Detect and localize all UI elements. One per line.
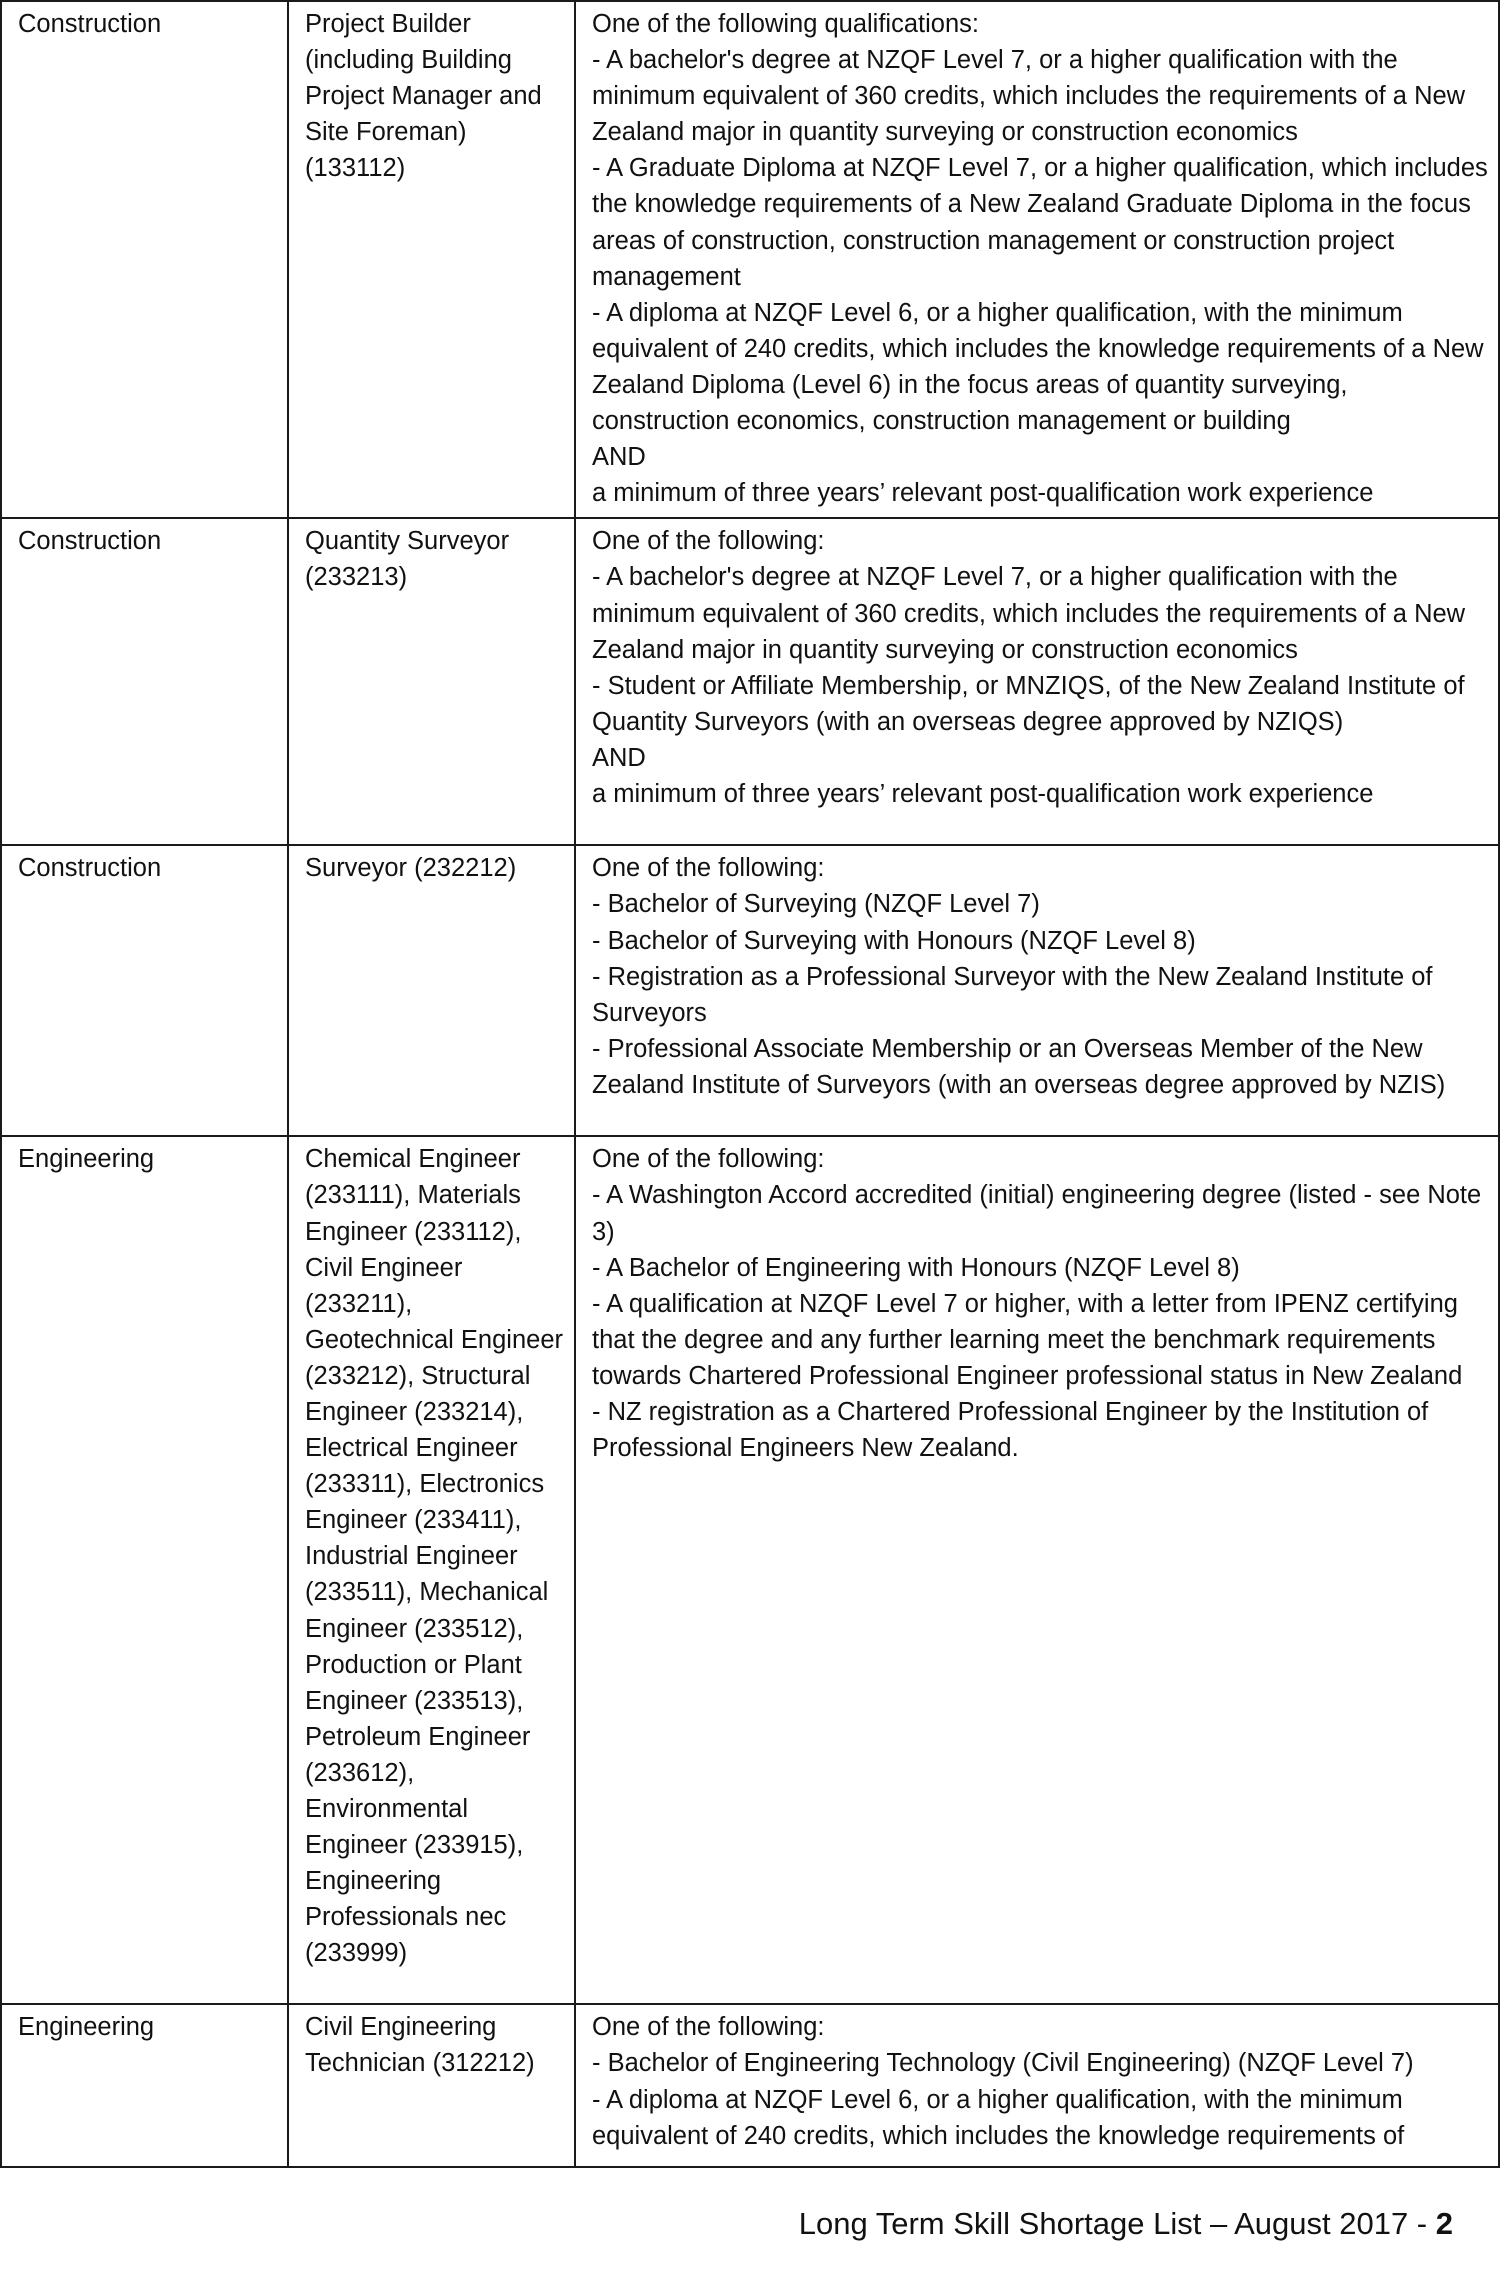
area-cell: Engineering <box>1 2004 288 2167</box>
requirement-line: One of the following: <box>592 854 825 883</box>
occupation-cell: Chemical Engineer (233111), Materials Engineer (233112), Civil Engineer (233211), Geotechnical Engineer (233212), Structural Engineer (233214), Electrical Engineer (233311), Electronics Engineer (233411), Industrial Engineer (233511), Mechanical Engineer (233512), Production or Plant Engineer (233513), Petroleum Engineer (233612), Environmental Engineer (233915), Engineering Professionals nec (233999) <box>288 1136 575 2004</box>
requirement-line: One of the following: <box>592 1145 825 1174</box>
requirement-line: AND <box>592 443 646 472</box>
occupation-cell: Surveyor (232212) <box>288 845 575 1136</box>
requirement-line: - A Washington Accord accredited (initial) engineering degree (listed - see Note 3) <box>592 1181 1482 1246</box>
page-number: 2 <box>1435 2206 1453 2241</box>
requirement-line: - A bachelor's degree at NZQF Level 7, or a higher qualification with the minimum equivalent of 360 credits, which includes the requirements of a New Zealand major in quantity surveying or construction economics <box>592 46 1466 147</box>
area-cell: Construction <box>1 1 288 518</box>
area-cell: Construction <box>1 518 288 845</box>
requirement-line: One of the following qualifications: <box>592 10 979 38</box>
occupation-cell: Quantity Surveyor (233213) <box>288 518 575 845</box>
requirement-line: - Professional Associate Membership or an Overseas Member of the New Zealand Institute of Surveyors (with an overseas degree approved by NZIS) <box>592 1034 1446 1099</box>
requirement-line: - A diploma at NZQF Level 6, or a higher qualification, with the minimum equivalent of 240 credits, which includes the knowledge requirements of <box>592 2085 1405 2150</box>
requirements-cell <box>575 1136 1499 2004</box>
requirement-line: - Bachelor of Surveying with Honours (NZQF Level 8) <box>592 926 1196 955</box>
occupation-cell: Project Builder (including Building Project Manager and Site Foreman) (133112) <box>288 1 575 518</box>
requirement-line: AND <box>592 743 646 772</box>
requirement-line: - NZ registration as a Chartered Professional Engineer by the Institution of Professional Engineers New Zealand. <box>592 1397 1429 1463</box>
area-cell: Construction <box>1 845 288 1136</box>
requirement-line: - Registration as a Professional Surveyor with the New Zealand Institute of Surveyors <box>592 962 1433 1027</box>
requirement-line: a minimum of three years’ relevant post-qualification work experience <box>592 779 1374 808</box>
area-cell: Engineering <box>1 1136 288 2004</box>
table-row <box>1 1 1499 518</box>
table-row <box>1 1136 1499 2004</box>
requirements-cell <box>575 845 1499 1136</box>
requirement-line: - A diploma at NZQF Level 6, or a higher qualification, with the minimum equivalent of 240 credits, which includes the knowledge requirements of a New Zealand Diploma (Level 6) in the focus areas of quantity surveying, construction economics, construction management or building <box>592 298 1484 436</box>
requirement-line: - A qualification at NZQF Level 7 or higher, with a letter from IPENZ certifying that the degree and any further learning meet the benchmark requirements towards Chartered Professional Engineer professional status in New Zealand <box>592 1289 1463 1390</box>
requirement-line: One of the following: <box>592 2013 825 2042</box>
requirement-line: a minimum of three years’ relevant post-qualification work experience <box>592 479 1374 508</box>
requirements-cell <box>575 1 1499 518</box>
requirement-line: - A Bachelor of Engineering with Honours (NZQF Level 8) <box>592 1253 1240 1282</box>
requirement-line: - Student or Affiliate Membership, or MNZIQS, of the New Zealand Institute of Quantity Surveyors (with an overseas degree approved by NZIQS) <box>592 671 1465 736</box>
page-footer <box>0 2204 1453 2244</box>
footer-title: Long Term Skill Shortage List – August 2017 - <box>798 2206 1436 2241</box>
table-row <box>1 518 1499 845</box>
occupation-cell: Civil Engineering Technician (312212) <box>288 2004 575 2167</box>
requirements-cell <box>575 2004 1499 2167</box>
requirement-line: One of the following: <box>592 527 825 556</box>
requirement-line: - A Graduate Diploma at NZQF Level 7, or a higher qualification, which includes the knowledge requirements of a New Zealand Graduate Diploma in the focus areas of construction, construction management or construction project management <box>592 154 1488 291</box>
requirement-line: - Bachelor of Engineering Technology (Civil Engineering) (NZQF Level 7) <box>592 2049 1414 2078</box>
requirement-line: - A bachelor's degree at NZQF Level 7, or a higher qualification with the minimum equivalent of 360 credits, which includes the requirements of a New Zealand major in quantity surveying or construction economics <box>592 563 1466 664</box>
table-row <box>1 2004 1499 2167</box>
requirement-line: - Bachelor of Surveying (NZQF Level 7) <box>592 890 1040 919</box>
table-row <box>1 845 1499 1136</box>
requirements-cell <box>575 518 1499 845</box>
